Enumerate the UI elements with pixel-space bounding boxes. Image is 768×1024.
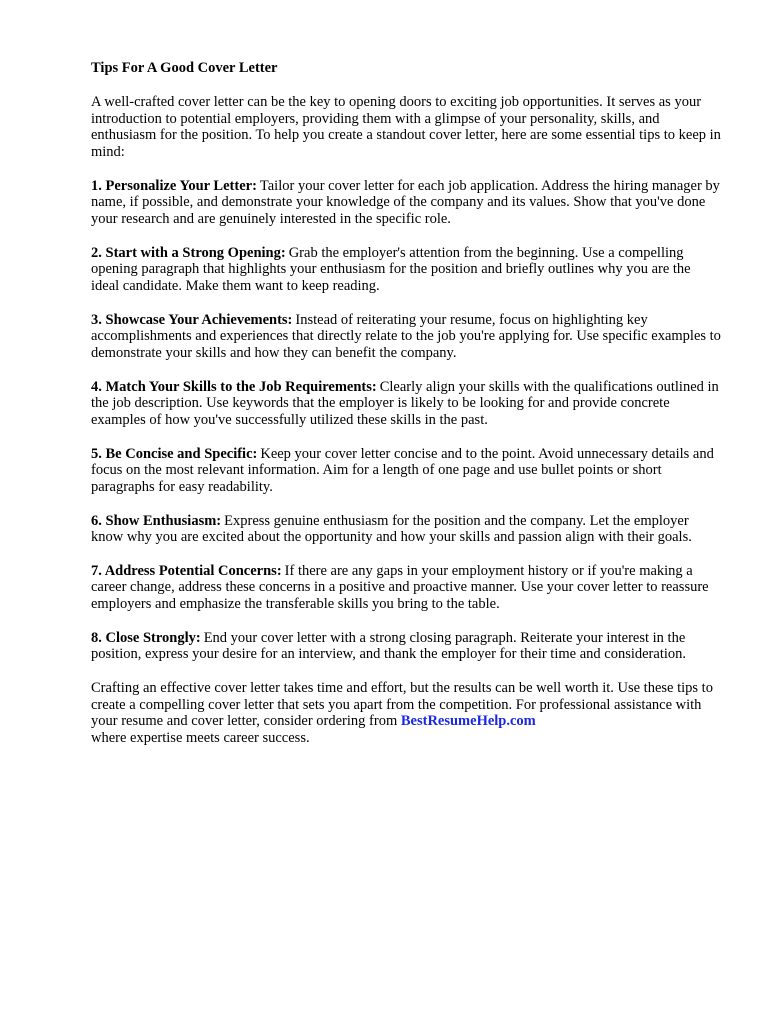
tip-heading: 4. Match Your Skills to the Job Requirements: [91, 378, 377, 395]
tip-item [91, 513, 721, 547]
tip-body: End your cover letter with a strong closing paragraph. Reiterate your interest in the position, express your desire for an interview, and thank the employer for their time and consideration. [91, 629, 686, 663]
document-page [91, 60, 721, 764]
tip-item [91, 563, 721, 613]
document-title: Tips For A Good Cover Letter [91, 60, 278, 76]
tip-item [91, 178, 721, 228]
tip-heading: 6. Show Enthusiasm: [91, 512, 222, 529]
tip-heading: 2. Start with a Strong Opening: [91, 244, 286, 261]
tip-item [91, 446, 721, 496]
tip-heading: 8. Close Strongly: [91, 629, 201, 646]
website-link[interactable]: BestResumeHelp.com [400, 713, 536, 730]
tip-body: Clearly align your skills with the qualifications outlined in the job description. Use keywords that the employer is likely to be looking for and provide concrete examples of how you've successfully utilized these skills in the past. [91, 378, 719, 429]
tip-body: Keep your cover letter concise and to the point. Avoid unnecessary details and focus on the most relevant information. Aim for a length of one page and use bullet points or short paragraphs for easy readability. [91, 445, 714, 496]
tip-heading: 5. Be Concise and Specific: [91, 445, 258, 462]
tips-list [91, 178, 721, 664]
tip-body: Instead of reiterating your resume, focus on highlighting key accomplishments and experiences that directly relate to the job you're applying for. Use specific examples to demonstrate your skills and how they can benefit the company. [91, 311, 721, 362]
tip-heading: 1. Personalize Your Letter: [91, 177, 257, 194]
tip-item [91, 245, 721, 295]
tip-item [91, 630, 721, 664]
intro-paragraph: A well-crafted cover letter can be the key to opening doors to exciting job opportunities. It serves as your introduction to potential employers, providing them with a glimpse of your personality, skills, and enthusiasm for the position. To help you create a standout cover letter, here are some essential tips to keep in mind: [91, 93, 721, 161]
tip-body: If there are any gaps in your employment history or if you're making a career change, address these concerns in a positive and proactive manner. Use your cover letter to reassure employers and emphasize the transferable skills you bring to the table. [91, 562, 709, 613]
closing-text: Crafting an effective cover letter takes time and effort, but the results can be well worth it. Use these tips to create a compelling cover letter that sets you apart from the competition. For professional assistance with your resume and cover letter, consider ordering from [91, 679, 713, 730]
tip-heading: 3. Showcase Your Achievements: [91, 311, 293, 328]
tip-item [91, 379, 721, 429]
tip-body: Tailor your cover letter for each job application. Address the hiring manager by name, if possible, and demonstrate your knowledge of the company and its values. Show that you've done your research and are genuinely interested in the specific role. [91, 177, 720, 228]
tip-heading: 7. Address Potential Concerns: [91, 562, 282, 579]
tip-body: Express genuine enthusiasm for the position and the company. Let the employer know why you are excited about the opportunity and how your skills and passion align with their goals. [91, 512, 692, 546]
tip-body: Grab the employer's attention from the beginning. Use a compelling opening paragraph that highlights your enthusiasm for the position and briefly outlines why you are the ideal candidate. Make them want to keep reading. [91, 244, 691, 295]
closing-paragraph [91, 680, 721, 747]
tip-item [91, 312, 721, 362]
closing-text-after-link: where expertise meets career success. [91, 730, 310, 747]
